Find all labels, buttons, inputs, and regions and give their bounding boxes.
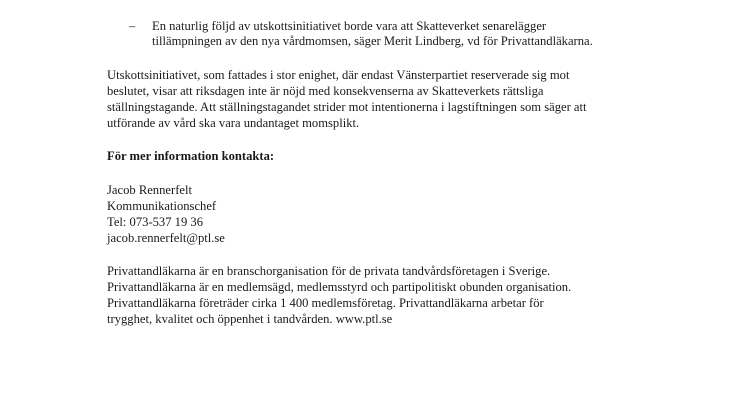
contact-title: Kommunikationschef: [107, 199, 217, 213]
bullet-line-2: tillämpningen av den nya vårdmomsen, säger Merit Lindberg, vd för Privattandläkarna.: [152, 34, 593, 48]
paragraph-line-1: Utskottsinitiativet, som fattades i stor enighet, där endast Vänsterpartiet reserverade sig mot: [107, 68, 570, 82]
bullet-line-1: En naturlig följd av utskottsinitiativet borde vara att Skatteverket senarelägger: [152, 19, 547, 33]
contact-email[interactable]: jacob.rennerfelt@ptl.se: [107, 231, 225, 245]
about-line-3: Privattandläkarna företräder cirka 1 400 medlemsföretag. Privattandläkarna arbetar för: [107, 296, 544, 310]
contact-heading: För mer information kontakta:: [107, 149, 275, 163]
contact-phone: Tel: 073-537 19 36: [107, 215, 204, 229]
contact-name: Jacob Rennerfelt: [107, 183, 192, 197]
bullet-dash: –: [129, 19, 136, 33]
about-line-4: trygghet, kvalitet och öppenhet i tandvården. www.ptl.se: [107, 312, 393, 326]
paragraph-line-4: utförande av vård ska vara undantaget momsplikt.: [107, 116, 360, 130]
paragraph-line-3: ställningstagande. Att ställningstagandet strider mot intentionerna i lagstiftningen som säger att: [107, 100, 587, 114]
paragraph-line-2: beslutet, visar att riksdagen inte är nöjd med konsekvenserna av Skatteverkets rättsliga: [107, 84, 544, 98]
about-line-2: Privattandläkarna är en medlemsägd, medlemsstyrd och partipolitiskt obunden organisation.: [107, 280, 572, 294]
about-line-1: Privattandläkarna är en branschorganisation för de privata tandvårdsföretagen i Sverige.: [107, 264, 551, 278]
